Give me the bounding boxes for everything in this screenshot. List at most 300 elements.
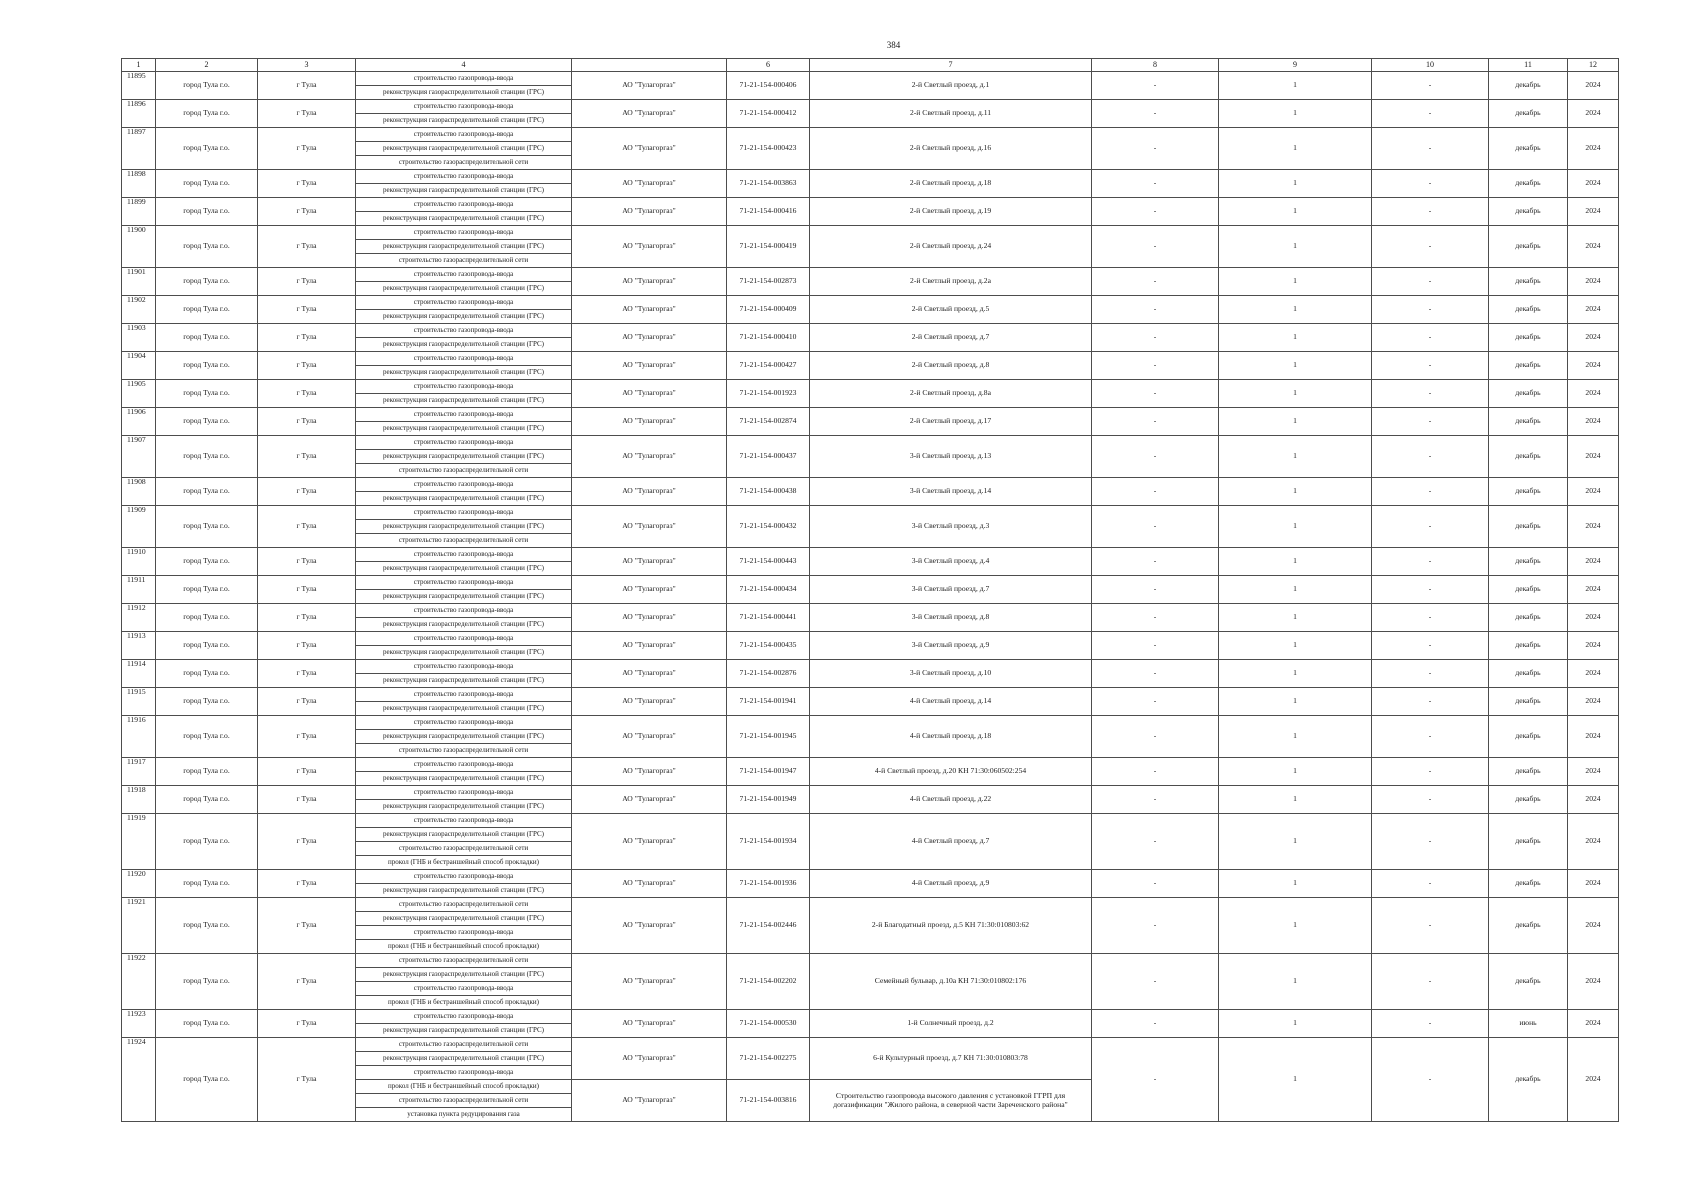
year-cell: 2024 xyxy=(1568,758,1619,786)
object-code-cell: 71-21-154-000434 xyxy=(727,576,810,604)
year-cell: 2024 xyxy=(1568,72,1619,100)
table-row xyxy=(122,786,1619,800)
city-cell: г Тула xyxy=(258,324,356,352)
city-cell: г Тула xyxy=(258,576,356,604)
col10-cell: - xyxy=(1372,758,1489,786)
organization-cell: АО "Тулагоргаз" xyxy=(572,408,727,436)
work-type-cell: строительство газопровода-ввода xyxy=(356,198,572,212)
col10-cell: - xyxy=(1372,660,1489,688)
month-cell: декабрь xyxy=(1489,324,1568,352)
address-cell: 4-й Светлый проезд, д.22 xyxy=(810,786,1092,814)
work-type-cell: реконструкция газораспределительной станции (ГРС) xyxy=(356,646,572,660)
col8-cell: - xyxy=(1092,786,1219,814)
address-cell: 2-й Светлый проезд, д.11 xyxy=(810,100,1092,128)
month-cell: декабрь xyxy=(1489,268,1568,296)
object-code-cell: 71-21-154-000416 xyxy=(727,198,810,226)
month-cell: декабрь xyxy=(1489,954,1568,1010)
row-number: 11922 xyxy=(122,954,156,1010)
work-type-cell: строительство газораспределительной сети xyxy=(356,1038,572,1052)
col10-cell: - xyxy=(1372,352,1489,380)
object-code-cell: 71-21-154-000423 xyxy=(727,128,810,170)
row-number: 11908 xyxy=(122,478,156,506)
object-code-cell: 71-21-154-000427 xyxy=(727,352,810,380)
year-cell: 2024 xyxy=(1568,604,1619,632)
year-cell: 2024 xyxy=(1568,170,1619,198)
col9-cell: 1 xyxy=(1219,408,1372,436)
city-cell: г Тула xyxy=(258,478,356,506)
row-number: 11897 xyxy=(122,128,156,170)
col9-cell: 1 xyxy=(1219,478,1372,506)
address-cell: 2-й Светлый проезд, д.17 xyxy=(810,408,1092,436)
col9-cell: 1 xyxy=(1219,226,1372,268)
district-cell: город Тула г.о. xyxy=(156,352,258,380)
col9-cell: 1 xyxy=(1219,506,1372,548)
month-cell: декабрь xyxy=(1489,380,1568,408)
object-code-cell: 71-21-154-002446 xyxy=(727,898,810,954)
col8-cell: - xyxy=(1092,898,1219,954)
address-cell: 2-й Светлый проезд, д.19 xyxy=(810,198,1092,226)
city-cell: г Тула xyxy=(258,870,356,898)
work-type-cell: строительство газопровода-ввода xyxy=(356,688,572,702)
row-number: 11916 xyxy=(122,716,156,758)
district-cell: город Тула г.о. xyxy=(156,296,258,324)
year-cell: 2024 xyxy=(1568,324,1619,352)
col9-cell: 1 xyxy=(1219,688,1372,716)
col8-cell: - xyxy=(1092,1010,1219,1038)
city-cell: г Тула xyxy=(258,296,356,324)
row-number: 11909 xyxy=(122,506,156,548)
table-row xyxy=(122,660,1619,674)
table-row xyxy=(122,688,1619,702)
object-code-cell: 71-21-154-003863 xyxy=(727,170,810,198)
col10-cell: - xyxy=(1372,408,1489,436)
work-type-cell: реконструкция газораспределительной станции (ГРС) xyxy=(356,730,572,744)
year-cell: 2024 xyxy=(1568,352,1619,380)
city-cell: г Тула xyxy=(258,380,356,408)
district-cell: город Тула г.о. xyxy=(156,268,258,296)
work-type-cell: реконструкция газораспределительной станции (ГРС) xyxy=(356,86,572,100)
object-code-cell: 71-21-154-001934 xyxy=(727,814,810,870)
city-cell: г Тула xyxy=(258,716,356,758)
col8-cell: - xyxy=(1092,324,1219,352)
col9-cell: 1 xyxy=(1219,170,1372,198)
district-cell: город Тула г.о. xyxy=(156,898,258,954)
col10-cell: - xyxy=(1372,198,1489,226)
table-row xyxy=(122,954,1619,968)
address-cell: Строительство газопровода высокого давления с установкой ГГРП для догазификации "Жилого района, в северной части Зареченского района" xyxy=(810,1080,1092,1122)
work-type-cell: реконструкция газораспределительной станции (ГРС) xyxy=(356,1024,572,1038)
col8-cell: - xyxy=(1092,478,1219,506)
district-cell: город Тула г.о. xyxy=(156,576,258,604)
year-cell: 2024 xyxy=(1568,268,1619,296)
work-type-cell: реконструкция газораспределительной станции (ГРС) xyxy=(356,310,572,324)
year-cell: 2024 xyxy=(1568,870,1619,898)
district-cell: город Тула г.о. xyxy=(156,128,258,170)
column-header-11: 11 xyxy=(1489,59,1568,72)
col8-cell: - xyxy=(1092,576,1219,604)
work-type-cell: строительство газораспределительной сети xyxy=(356,954,572,968)
year-cell: 2024 xyxy=(1568,576,1619,604)
col9-cell: 1 xyxy=(1219,128,1372,170)
object-code-cell: 71-21-154-002876 xyxy=(727,660,810,688)
organization-cell: АО "Тулагоргаз" xyxy=(572,898,727,954)
col8-cell: - xyxy=(1092,814,1219,870)
city-cell: г Тула xyxy=(258,660,356,688)
col10-cell: - xyxy=(1372,296,1489,324)
col9-cell: 1 xyxy=(1219,758,1372,786)
row-number: 11920 xyxy=(122,870,156,898)
work-type-cell: строительство газопровода-ввода xyxy=(356,716,572,730)
col10-cell: - xyxy=(1372,478,1489,506)
work-type-cell: строительство газопровода-ввода xyxy=(356,352,572,366)
month-cell: декабрь xyxy=(1489,198,1568,226)
month-cell: декабрь xyxy=(1489,870,1568,898)
col10-cell: - xyxy=(1372,268,1489,296)
district-cell: город Тула г.о. xyxy=(156,436,258,478)
column-header-5 xyxy=(572,59,727,72)
work-type-cell: реконструкция газораспределительной станции (ГРС) xyxy=(356,338,572,352)
work-type-cell: строительство газораспределительной сети xyxy=(356,842,572,856)
month-cell: декабрь xyxy=(1489,814,1568,870)
work-type-cell: строительство газораспределительной сети xyxy=(356,1094,572,1108)
district-cell: город Тула г.о. xyxy=(156,716,258,758)
city-cell: г Тула xyxy=(258,954,356,1010)
month-cell: декабрь xyxy=(1489,898,1568,954)
col10-cell: - xyxy=(1372,548,1489,576)
col10-cell: - xyxy=(1372,1010,1489,1038)
work-type-cell: реконструкция газораспределительной станции (ГРС) xyxy=(356,492,572,506)
col8-cell: - xyxy=(1092,226,1219,268)
address-cell: 2-й Светлый проезд, д.16 xyxy=(810,128,1092,170)
col8-cell: - xyxy=(1092,604,1219,632)
column-header-9: 9 xyxy=(1219,59,1372,72)
work-type-cell: строительство газораспределительной сети xyxy=(356,464,572,478)
col8-cell: - xyxy=(1092,198,1219,226)
work-type-cell: строительство газопровода-ввода xyxy=(356,604,572,618)
work-type-cell: строительство газопровода-ввода xyxy=(356,72,572,86)
row-number: 11907 xyxy=(122,436,156,478)
col10-cell: - xyxy=(1372,716,1489,758)
organization-cell: АО "Тулагоргаз" xyxy=(572,128,727,170)
district-cell: город Тула г.о. xyxy=(156,870,258,898)
row-number: 11905 xyxy=(122,380,156,408)
organization-cell: АО "Тулагоргаз" xyxy=(572,226,727,268)
table-row xyxy=(122,548,1619,562)
district-cell: город Тула г.о. xyxy=(156,660,258,688)
object-code-cell: 71-21-154-000409 xyxy=(727,296,810,324)
col9-cell: 1 xyxy=(1219,814,1372,870)
address-cell: 4-й Светлый проезд, д.18 xyxy=(810,716,1092,758)
table-row xyxy=(122,1010,1619,1024)
address-cell: 2-й Светлый проезд, д.2а xyxy=(810,268,1092,296)
address-cell: 3-й Светлый проезд, д.13 xyxy=(810,436,1092,478)
month-cell: декабрь xyxy=(1489,632,1568,660)
col8-cell: - xyxy=(1092,408,1219,436)
col10-cell: - xyxy=(1372,786,1489,814)
work-type-cell: реконструкция газораспределительной станции (ГРС) xyxy=(356,422,572,436)
city-cell: г Тула xyxy=(258,506,356,548)
object-code-cell: 71-21-154-001947 xyxy=(727,758,810,786)
organization-cell: АО "Тулагоргаз" xyxy=(572,198,727,226)
table-row xyxy=(122,506,1619,520)
organization-cell: АО "Тулагоргаз" xyxy=(572,660,727,688)
year-cell: 2024 xyxy=(1568,1010,1619,1038)
city-cell: г Тула xyxy=(258,352,356,380)
organization-cell: АО "Тулагоргаз" xyxy=(572,954,727,1010)
work-type-cell: строительство газопровода-ввода xyxy=(356,758,572,772)
district-cell: город Тула г.о. xyxy=(156,324,258,352)
table-row xyxy=(122,128,1619,142)
district-cell: город Тула г.о. xyxy=(156,100,258,128)
table-row xyxy=(122,100,1619,114)
year-cell: 2024 xyxy=(1568,478,1619,506)
month-cell: декабрь xyxy=(1489,436,1568,478)
col9-cell: 1 xyxy=(1219,548,1372,576)
column-header-7: 7 xyxy=(810,59,1092,72)
city-cell: г Тула xyxy=(258,604,356,632)
col10-cell: - xyxy=(1372,506,1489,548)
year-cell: 2024 xyxy=(1568,100,1619,128)
table-row xyxy=(122,268,1619,282)
city-cell: г Тула xyxy=(258,72,356,100)
row-number: 11898 xyxy=(122,170,156,198)
month-cell: декабрь xyxy=(1489,170,1568,198)
row-number: 11906 xyxy=(122,408,156,436)
row-number: 11899 xyxy=(122,198,156,226)
col8-cell: - xyxy=(1092,758,1219,786)
district-cell: город Тула г.о. xyxy=(156,688,258,716)
address-cell: 2-й Светлый проезд, д.18 xyxy=(810,170,1092,198)
organization-cell: АО "Тулагоргаз" xyxy=(572,436,727,478)
col10-cell: - xyxy=(1372,604,1489,632)
registry-table xyxy=(121,58,1619,1122)
organization-cell: АО "Тулагоргаз" xyxy=(572,716,727,758)
work-type-cell: строительство газопровода-ввода xyxy=(356,380,572,394)
col9-cell: 1 xyxy=(1219,380,1372,408)
city-cell: г Тула xyxy=(258,408,356,436)
year-cell: 2024 xyxy=(1568,128,1619,170)
work-type-cell: прокол (ГНБ и бестраншейный способ прокладки) xyxy=(356,1080,572,1094)
col9-cell: 1 xyxy=(1219,100,1372,128)
row-number: 11918 xyxy=(122,786,156,814)
address-cell: 2-й Светлый проезд, д.1 xyxy=(810,72,1092,100)
month-cell: декабрь xyxy=(1489,688,1568,716)
city-cell: г Тула xyxy=(258,1038,356,1122)
work-type-cell: реконструкция газораспределительной станции (ГРС) xyxy=(356,702,572,716)
row-number: 11902 xyxy=(122,296,156,324)
work-type-cell: строительство газопровода-ввода xyxy=(356,324,572,338)
column-header-12: 12 xyxy=(1568,59,1619,72)
work-type-cell: строительство газопровода-ввода xyxy=(356,1010,572,1024)
row-number: 11913 xyxy=(122,632,156,660)
city-cell: г Тула xyxy=(258,268,356,296)
row-number: 11896 xyxy=(122,100,156,128)
district-cell: город Тула г.о. xyxy=(156,408,258,436)
column-header-4: 4 xyxy=(356,59,572,72)
month-cell: декабрь xyxy=(1489,506,1568,548)
col8-cell: - xyxy=(1092,436,1219,478)
row-number: 11901 xyxy=(122,268,156,296)
year-cell: 2024 xyxy=(1568,954,1619,1010)
work-type-cell: строительство газопровода-ввода xyxy=(356,548,572,562)
col9-cell: 1 xyxy=(1219,954,1372,1010)
col9-cell: 1 xyxy=(1219,632,1372,660)
object-code-cell: 71-21-154-000441 xyxy=(727,604,810,632)
work-type-cell: реконструкция газораспределительной станции (ГРС) xyxy=(356,394,572,408)
address-cell: 6-й Культурный проезд, д.7 КН 71:30:010803:78 xyxy=(810,1038,1092,1080)
col9-cell: 1 xyxy=(1219,604,1372,632)
object-code-cell: 71-21-154-000432 xyxy=(727,506,810,548)
organization-cell: АО "Тулагоргаз" xyxy=(572,1080,727,1122)
work-type-cell: реконструкция газораспределительной станции (ГРС) xyxy=(356,674,572,688)
col9-cell: 1 xyxy=(1219,436,1372,478)
city-cell: г Тула xyxy=(258,226,356,268)
month-cell: декабрь xyxy=(1489,758,1568,786)
year-cell: 2024 xyxy=(1568,296,1619,324)
table-row xyxy=(122,72,1619,86)
col10-cell: - xyxy=(1372,576,1489,604)
row-number: 11919 xyxy=(122,814,156,870)
work-type-cell: строительство газопровода-ввода xyxy=(356,296,572,310)
organization-cell: АО "Тулагоргаз" xyxy=(572,324,727,352)
month-cell: декабрь xyxy=(1489,660,1568,688)
address-cell: 3-й Светлый проезд, д.3 xyxy=(810,506,1092,548)
work-type-cell: строительство газопровода-ввода xyxy=(356,926,572,940)
work-type-cell: строительство газопровода-ввода xyxy=(356,100,572,114)
row-number: 11924 xyxy=(122,1038,156,1122)
work-type-cell: реконструкция газораспределительной станции (ГРС) xyxy=(356,772,572,786)
column-header-3: 3 xyxy=(258,59,356,72)
year-cell: 2024 xyxy=(1568,548,1619,576)
organization-cell: АО "Тулагоргаз" xyxy=(572,170,727,198)
col8-cell: - xyxy=(1092,380,1219,408)
city-cell: г Тула xyxy=(258,632,356,660)
organization-cell: АО "Тулагоргаз" xyxy=(572,688,727,716)
col9-cell: 1 xyxy=(1219,870,1372,898)
city-cell: г Тула xyxy=(258,814,356,870)
month-cell: декабрь xyxy=(1489,296,1568,324)
row-number: 11904 xyxy=(122,352,156,380)
work-type-cell: реконструкция газораспределительной станции (ГРС) xyxy=(356,450,572,464)
organization-cell: АО "Тулагоргаз" xyxy=(572,100,727,128)
table-row xyxy=(122,716,1619,730)
district-cell: город Тула г.о. xyxy=(156,1038,258,1122)
address-cell: 4-й Светлый проезд, д.20 КН 71:30:060502:254 xyxy=(810,758,1092,786)
col10-cell: - xyxy=(1372,1038,1489,1122)
col9-cell: 1 xyxy=(1219,1010,1372,1038)
work-type-cell: строительство газопровода-ввода xyxy=(356,786,572,800)
table-row xyxy=(122,408,1619,422)
year-cell: 2024 xyxy=(1568,506,1619,548)
col8-cell: - xyxy=(1092,352,1219,380)
year-cell: 2024 xyxy=(1568,688,1619,716)
organization-cell: АО "Тулагоргаз" xyxy=(572,72,727,100)
table-row xyxy=(122,436,1619,450)
row-number: 11900 xyxy=(122,226,156,268)
district-cell: город Тула г.о. xyxy=(156,758,258,786)
col8-cell: - xyxy=(1092,72,1219,100)
organization-cell: АО "Тулагоргаз" xyxy=(572,604,727,632)
city-cell: г Тула xyxy=(258,786,356,814)
year-cell: 2024 xyxy=(1568,380,1619,408)
organization-cell: АО "Тулагоргаз" xyxy=(572,548,727,576)
organization-cell: АО "Тулагоргаз" xyxy=(572,632,727,660)
work-type-cell: строительство газопровода-ввода xyxy=(356,506,572,520)
table-row xyxy=(122,170,1619,184)
object-code-cell: 71-21-154-000410 xyxy=(727,324,810,352)
month-cell: декабрь xyxy=(1489,72,1568,100)
col10-cell: - xyxy=(1372,324,1489,352)
city-cell: г Тула xyxy=(258,1010,356,1038)
col9-cell: 1 xyxy=(1219,268,1372,296)
column-header-10: 10 xyxy=(1372,59,1489,72)
object-code-cell: 71-21-154-000412 xyxy=(727,100,810,128)
district-cell: город Тула г.о. xyxy=(156,506,258,548)
district-cell: город Тула г.о. xyxy=(156,198,258,226)
month-cell: декабрь xyxy=(1489,604,1568,632)
table-row xyxy=(122,870,1619,884)
col9-cell: 1 xyxy=(1219,198,1372,226)
organization-cell: АО "Тулагоргаз" xyxy=(572,268,727,296)
month-cell: июнь xyxy=(1489,1010,1568,1038)
work-type-cell: строительство газораспределительной сети xyxy=(356,254,572,268)
work-type-cell: реконструкция газораспределительной станции (ГРС) xyxy=(356,912,572,926)
city-cell: г Тула xyxy=(258,436,356,478)
work-type-cell: строительство газопровода-ввода xyxy=(356,982,572,996)
col9-cell: 1 xyxy=(1219,716,1372,758)
work-type-cell: реконструкция газораспределительной станции (ГРС) xyxy=(356,366,572,380)
year-cell: 2024 xyxy=(1568,716,1619,758)
table-row xyxy=(122,898,1619,912)
year-cell: 2024 xyxy=(1568,660,1619,688)
column-header-6: 6 xyxy=(727,59,810,72)
header-row xyxy=(122,59,1619,72)
col9-cell: 1 xyxy=(1219,898,1372,954)
work-type-cell: реконструкция газораспределительной станции (ГРС) xyxy=(356,562,572,576)
month-cell: декабрь xyxy=(1489,548,1568,576)
row-number: 11903 xyxy=(122,324,156,352)
work-type-cell: реконструкция газораспределительной станции (ГРС) xyxy=(356,1052,572,1066)
month-cell: декабрь xyxy=(1489,352,1568,380)
year-cell: 2024 xyxy=(1568,786,1619,814)
address-cell: 4-й Светлый проезд, д.7 xyxy=(810,814,1092,870)
work-type-cell: строительство газораспределительной сети xyxy=(356,534,572,548)
city-cell: г Тула xyxy=(258,548,356,576)
work-type-cell: реконструкция газораспределительной станции (ГРС) xyxy=(356,114,572,128)
city-cell: г Тула xyxy=(258,898,356,954)
object-code-cell: 71-21-154-001936 xyxy=(727,870,810,898)
district-cell: город Тула г.о. xyxy=(156,1010,258,1038)
col8-cell: - xyxy=(1092,870,1219,898)
col9-cell: 1 xyxy=(1219,1038,1372,1122)
city-cell: г Тула xyxy=(258,100,356,128)
district-cell: город Тула г.о. xyxy=(156,632,258,660)
work-type-cell: строительство газопровода-ввода xyxy=(356,814,572,828)
col8-cell: - xyxy=(1092,688,1219,716)
district-cell: город Тула г.о. xyxy=(156,226,258,268)
table-row xyxy=(122,478,1619,492)
col10-cell: - xyxy=(1372,898,1489,954)
year-cell: 2024 xyxy=(1568,898,1619,954)
address-cell: 2-й Светлый проезд, д.8а xyxy=(810,380,1092,408)
work-type-cell: строительство газопровода-ввода xyxy=(356,408,572,422)
address-cell: 2-й Светлый проезд, д.5 xyxy=(810,296,1092,324)
work-type-cell: строительство газопровода-ввода xyxy=(356,576,572,590)
address-cell: 3-й Светлый проезд, д.4 xyxy=(810,548,1092,576)
col10-cell: - xyxy=(1372,954,1489,1010)
city-cell: г Тула xyxy=(258,170,356,198)
year-cell: 2024 xyxy=(1568,226,1619,268)
